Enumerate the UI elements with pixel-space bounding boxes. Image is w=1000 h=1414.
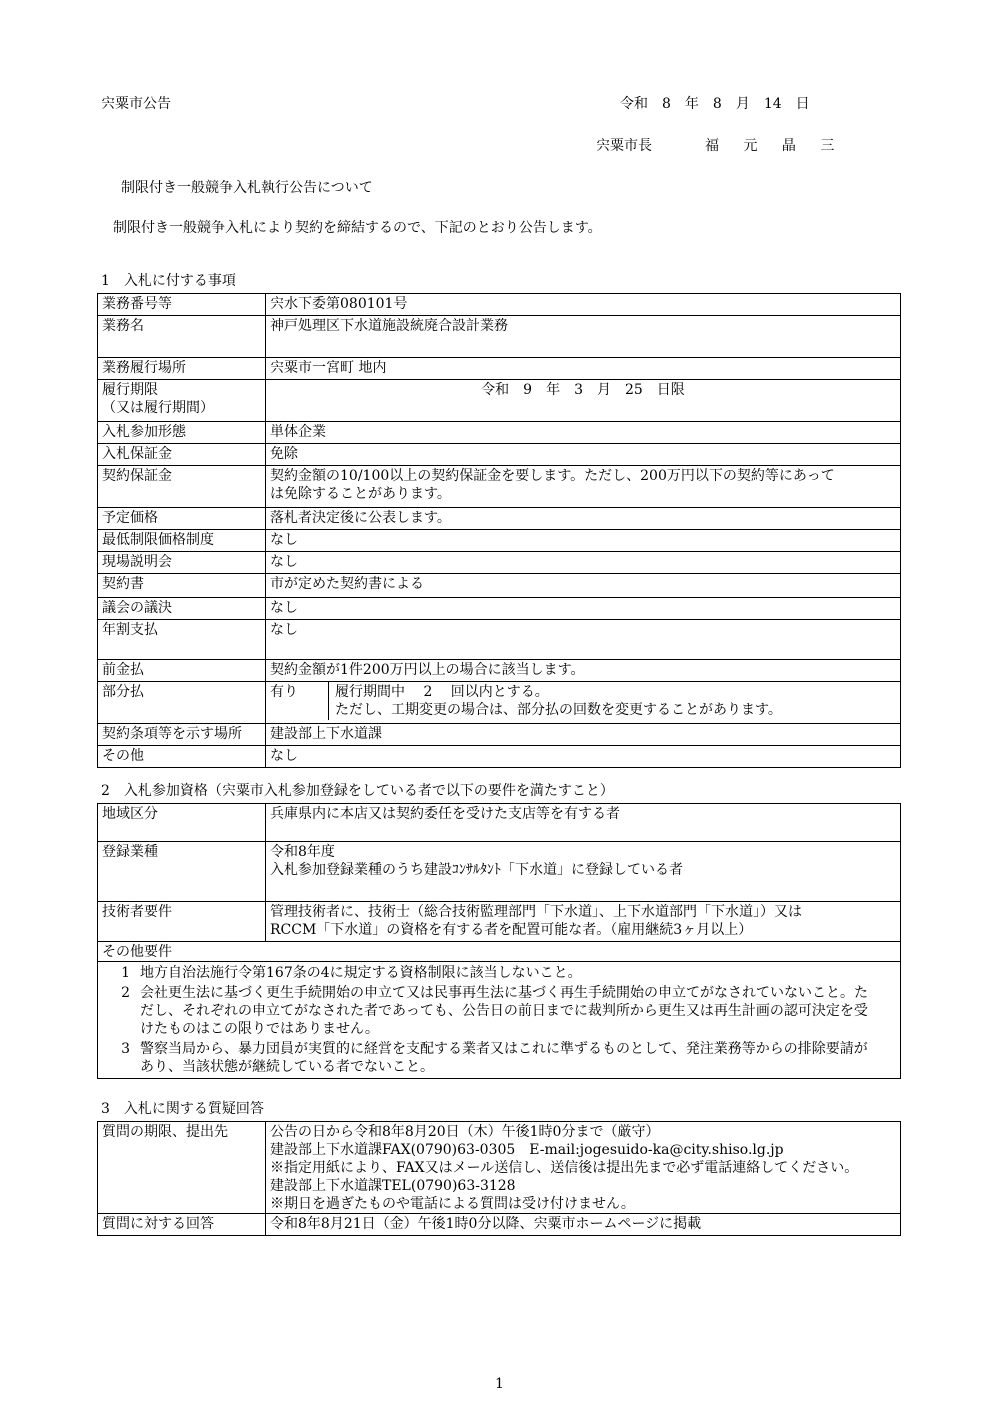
row-value <box>266 682 901 724</box>
label-line: 履行期限 <box>102 382 158 398</box>
value-line: ※指定用紙により、FAX又はメール送信し、送信後は提出先まで必ず電話連絡してください。 <box>270 1160 859 1176</box>
row-label: 業務番号等 <box>98 294 266 316</box>
table-row <box>98 316 901 358</box>
value-line: 履行期間中 2 回以内とする。 <box>335 684 549 700</box>
row-value: 令和8年8月21日（金）午後1時0分以降、宍粟市ホームページに掲載 <box>266 1214 901 1236</box>
table-row <box>98 724 901 746</box>
table-row <box>98 598 901 620</box>
label-line: （又は履行期間） <box>102 400 214 416</box>
section3-table <box>97 1121 901 1236</box>
list-item <box>102 1040 880 1076</box>
condition-text: 会社更生法に基づく更生手続開始の申立て又は民事再生法に基づく再生手続開始の申立てがなされていないこと。ただし、それぞれの申立てがなされた者であっても、公告日の前日までに裁判所から更生又は再生計画の認可決定を受けたものはこの限りではありません。 <box>140 985 868 1037</box>
row-label: 業務名 <box>98 316 266 358</box>
row-value: 宍水下委第080101号 <box>266 294 901 316</box>
partial-payment-detail <box>329 683 782 719</box>
table-row <box>98 444 901 466</box>
row-label: 入札保証金 <box>98 444 266 466</box>
row-value: 契約金額が1件200万円以上の場合に該当します。 <box>266 660 901 682</box>
row-value <box>266 466 901 508</box>
row-label <box>98 380 266 422</box>
row-value: なし <box>266 552 901 574</box>
value-line: RCCM「下水道」の資格を有する者を配置可能な者。（雇用継続3ヶ月以上） <box>270 922 753 938</box>
notice-label: 宍粟市公告 <box>101 96 171 112</box>
row-label: 現場説明会 <box>98 552 266 574</box>
notice-date: 令和 8 年 8 月 14 日 <box>620 96 810 112</box>
row-label: 登録業種 <box>98 842 266 902</box>
table-row <box>98 422 901 444</box>
row-value: 宍粟市一宮町 地内 <box>266 358 901 380</box>
intro-text: 制限付き一般競争入札により契約を締結するので、下記のとおり公告します。 <box>113 220 602 236</box>
table-row <box>98 962 901 1079</box>
table-row <box>98 942 901 962</box>
table-row <box>98 682 901 724</box>
other-requirements-label: その他要件 <box>98 942 901 962</box>
table-row <box>98 842 901 902</box>
value-line: 令和8年度 <box>270 844 335 860</box>
row-value: 単体企業 <box>266 422 901 444</box>
value-line: 契約金額の10/100以上の契約保証金を要します。ただし、200万円以下の契約等にあって <box>270 468 835 484</box>
row-label: 契約保証金 <box>98 466 266 508</box>
table-row <box>98 508 901 530</box>
table-row <box>98 552 901 574</box>
table-row <box>98 1122 901 1214</box>
section3-heading: 3 入札に関する質疑回答 <box>101 1101 264 1117</box>
partial-payment-cell <box>270 683 896 719</box>
row-label: 年割支払 <box>98 620 266 660</box>
table-row <box>98 530 901 552</box>
table-row <box>98 902 901 942</box>
value-line: 建設部上下水道課FAX(0790)63-0305 E-mail:jogesuido-ka@city.shiso.lg.jp <box>270 1142 784 1158</box>
value-line: 公告の日から令和8年8月20日（木）午後1時0分まで（厳守） <box>270 1124 660 1140</box>
page-number: 1 <box>495 1376 504 1392</box>
row-label: 最低制限価格制度 <box>98 530 266 552</box>
row-value: なし <box>266 746 901 768</box>
section1-heading: 1 入札に付する事項 <box>101 273 236 289</box>
partial-payment-flag: 有り <box>266 682 329 720</box>
row-value: 落札者決定後に公表します。 <box>266 508 901 530</box>
row-value <box>266 1122 901 1214</box>
condition-text: 警察当局から、暴力団員が実質的に経営を支配する業者又はこれに準ずるものとして、発注業務等からの排除要請があり、当該状態が継続している者でないこと。 <box>140 1041 868 1075</box>
row-value: 兵庫県内に本店又は契約委任を受けた支店等を有する者 <box>266 804 901 842</box>
list-item <box>102 984 880 1038</box>
row-label: 質問の期限、提出先 <box>98 1122 266 1214</box>
row-value <box>266 902 901 942</box>
condition-number: 1 <box>121 965 130 981</box>
row-label: 業務履行場所 <box>98 358 266 380</box>
value-line: 管理技術者に、技術士（総合技術監理部門「下水道」、上下水道部門「下水道」）又は <box>270 904 802 920</box>
row-label: 質問に対する回答 <box>98 1214 266 1236</box>
table-row <box>98 660 901 682</box>
table-row <box>98 294 901 316</box>
row-label: 前金払 <box>98 660 266 682</box>
row-label: その他 <box>98 746 266 768</box>
row-value: なし <box>266 598 901 620</box>
value-line: ただし、工期変更の場合は、部分払の回数を変更することがあります。 <box>335 702 782 718</box>
list-item <box>102 964 880 982</box>
row-value: なし <box>266 620 901 660</box>
row-label: 部分払 <box>98 682 266 724</box>
row-value: 免除 <box>266 444 901 466</box>
row-label: 契約条項等を示す場所 <box>98 724 266 746</box>
condition-number: 3 <box>121 1041 130 1057</box>
table-row <box>98 466 901 508</box>
table-row <box>98 574 901 598</box>
value-line: は免除することがあります。 <box>270 486 451 502</box>
row-value: なし <box>266 530 901 552</box>
issuer-name: 福 元 晶 三 <box>705 138 845 154</box>
row-label: 入札参加形態 <box>98 422 266 444</box>
value-line: 入札参加登録業種のうち建設ｺﾝｻﾙﾀﾝﾄ「下水道」に登録している者 <box>270 862 683 878</box>
row-label: 議会の議決 <box>98 598 266 620</box>
page-title: 制限付き一般競争入札執行公告について <box>121 180 373 196</box>
table-row <box>98 746 901 768</box>
issuer-title: 宍粟市長 <box>596 138 652 154</box>
row-value: 市が定めた契約書による <box>266 574 901 598</box>
table-row <box>98 804 901 842</box>
other-requirements-list <box>98 962 901 1079</box>
value-line: 建設部上下水道課TEL(0790)63-3128 <box>270 1178 516 1194</box>
row-value <box>266 842 901 902</box>
table-row <box>98 380 901 422</box>
row-value: 建設部上下水道課 <box>266 724 901 746</box>
row-label: 技術者要件 <box>98 902 266 942</box>
table-row <box>98 1214 901 1236</box>
section1-table <box>97 293 901 768</box>
condition-number: 2 <box>121 985 130 1001</box>
section2-heading: 2 入札参加資格（宍粟市入札参加登録をしている者で以下の要件を満たすこと） <box>101 783 614 799</box>
table-row <box>98 620 901 660</box>
row-label: 契約書 <box>98 574 266 598</box>
section2-table <box>97 803 901 1079</box>
value-line: ※期日を過ぎたものや電話による質問は受け付けません。 <box>270 1196 635 1212</box>
table-row <box>98 358 901 380</box>
row-label: 予定価格 <box>98 508 266 530</box>
row-value: 令和 9 年 3 月 25 日限 <box>266 380 901 422</box>
row-value: 神戸処理区下水道施設統廃合設計業務 <box>266 316 901 358</box>
condition-text: 地方自治法施行令第167条の4に規定する資格制限に該当しないこと。 <box>140 965 582 981</box>
row-label: 地域区分 <box>98 804 266 842</box>
